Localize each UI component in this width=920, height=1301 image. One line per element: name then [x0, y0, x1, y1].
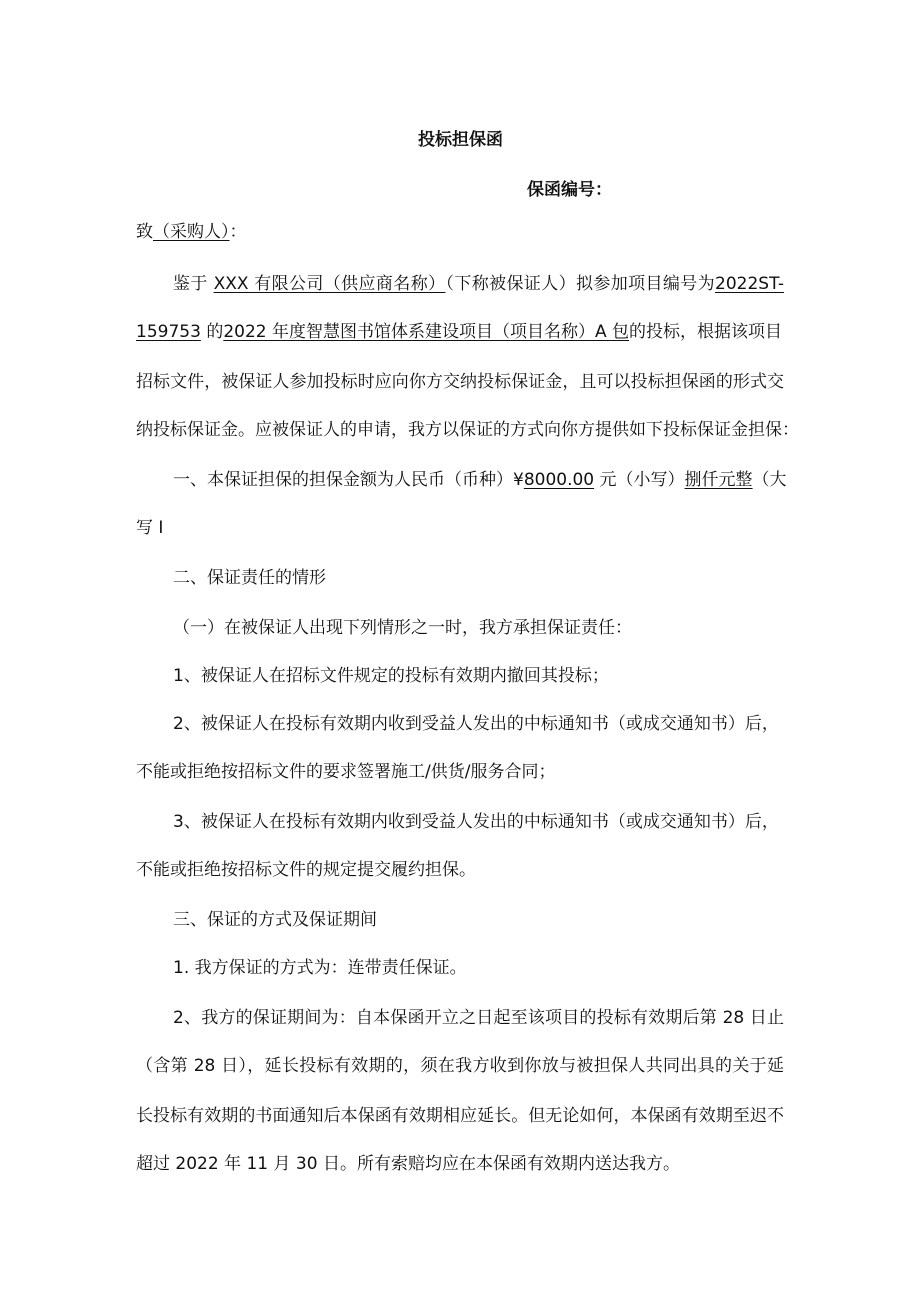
- document-title: 投标担保函: [418, 130, 503, 150]
- guarantee-number-label: 保函编号：: [527, 180, 612, 200]
- guarantee-amount-words: 捌仟元整: [684, 470, 753, 490]
- section-2-item-2-line-1: 2、被保证人在投标有效期内收到受益人发出的中标通知书（或成交通知书）后，: [173, 714, 779, 734]
- project-name: 2022 年度智慧图书馆体系建设项目（项目名称）A 包: [223, 322, 630, 342]
- intro-line-2: 159753 的2022 年度智慧图书馆体系建设项目（项目名称）A 包的投标，根据该项目: [136, 322, 783, 342]
- project-number-part-1: 2022ST-: [715, 274, 785, 294]
- addressee-line: [136, 220, 247, 244]
- intro-line-1: 鉴于 XXX 有限公司（供应商名称）（下称被保证人）拟参加项目编号为2022ST-: [173, 274, 785, 294]
- section-1-line-1: 一、本保证担保的担保金额为人民币（币种）¥8000.00 元（小写）捌仟元整（大: [173, 470, 787, 490]
- section-3-item-1: 1. 我方保证的方式为：连带责任保证。: [173, 958, 467, 978]
- supplier-name: XXX 有限公司（供应商名称）: [213, 274, 446, 294]
- project-number-part-2: 159753: [136, 322, 201, 342]
- addressee-name: （采购人）: [153, 222, 230, 242]
- intro-line-3: 招标文件，被保证人参加投标时应向你方交纳投标保证金，且可以投标担保函的形式交: [136, 372, 784, 392]
- guarantee-amount: 8000.00: [523, 470, 595, 490]
- section-2-subheading: （一）在被保证人出现下列情形之一时，我方承担保证责任：: [173, 618, 632, 638]
- section-2-item-3-line-2: 不能或拒绝按招标文件的规定提交履约担保。: [136, 860, 476, 880]
- addressee-prefix: 致: [136, 222, 153, 242]
- addressee-suffix: ：: [229, 222, 247, 242]
- intro-line-4: 纳投标保证金。应被保证人的申请，我方以保证的方式向你方提供如下投标保证金担保：: [136, 420, 799, 440]
- section-3-item-2-line-4: 超过 2022 年 11 月 30 日。所有索赔均应在本保函有效期内送达我方。: [136, 1154, 680, 1174]
- section-3-item-2-line-1: 2、我方的保证期间为：自本保函开立之日起至该项目的投标有效期后第 28 日止: [173, 1008, 784, 1028]
- section-3-item-2-line-2: （含第 28 日），延长投标有效期的，须在我方收到你放与被担保人共同出具的关于延: [136, 1056, 784, 1076]
- section-2-item-3-line-1: 3、被保证人在投标有效期内收到受益人发出的中标通知书（或成交通知书）后，: [173, 812, 779, 832]
- section-1-line-2: 写 I: [136, 518, 164, 538]
- section-3-item-2-line-3: 长投标有效期的书面通知后本保函有效期相应延长。但无论如何，本保函有效期至迟不: [136, 1106, 784, 1126]
- section-3-heading: 三、保证的方式及保证期间: [173, 910, 377, 930]
- section-2-heading: 二、保证责任的情形: [173, 568, 326, 588]
- section-2-item-2-line-2: 不能或拒绝按招标文件的要求签署施工/供货/服务合同；: [136, 762, 556, 782]
- section-2-item-1: 1、被保证人在招标文件规定的投标有效期内撤回其投标；: [173, 666, 609, 686]
